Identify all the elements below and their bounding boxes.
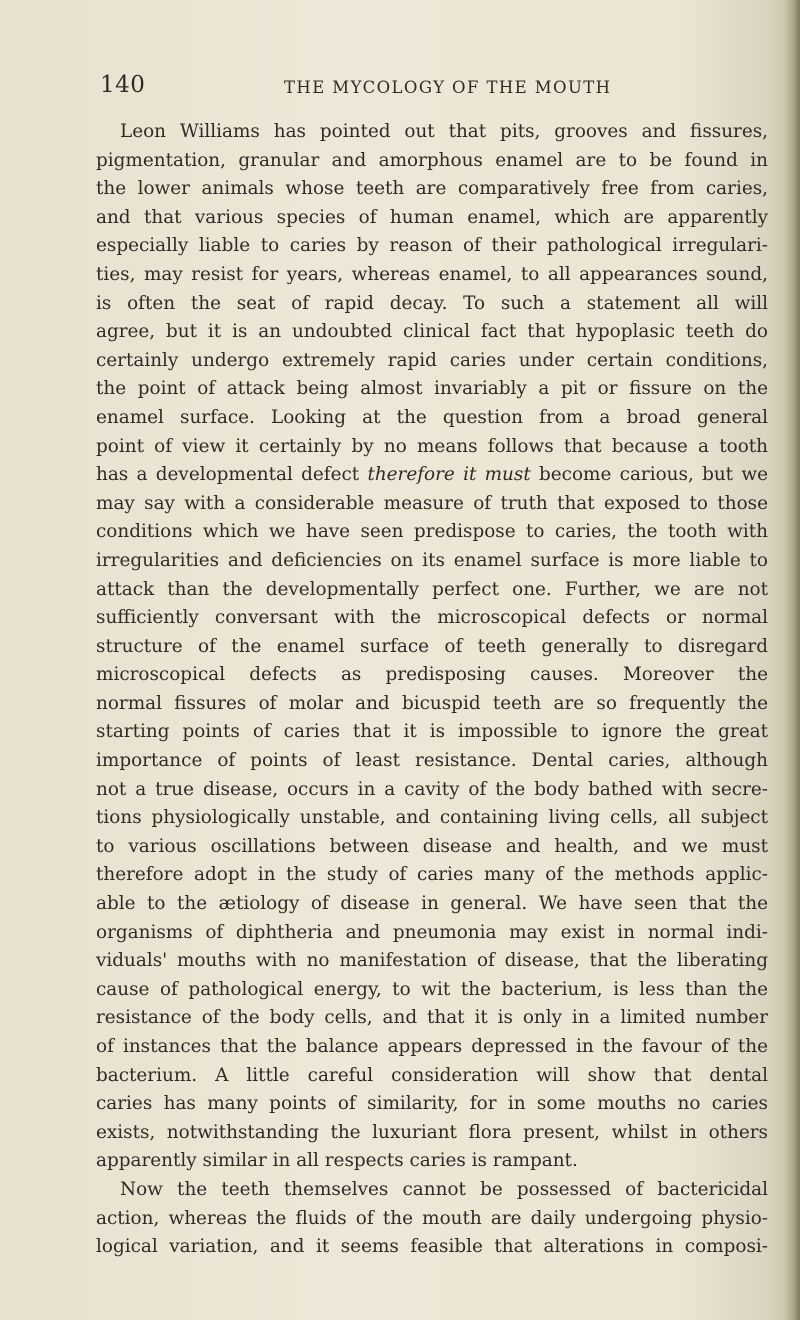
text-line: logical variation, and it seems feasible that alterations in composi- [96,1236,768,1258]
body-text [96,118,768,1262]
text-line: apparently similar in all respects caries is rampant. [96,1150,578,1172]
text-line: to various oscillations between disease and health, and we must [96,835,768,857]
text-line: cause of pathological energy, to wit the bacterium, is less than the [96,978,768,1000]
text-line: importance of points of least resistance. Dental caries, although [96,750,768,772]
text-line: conditions which we have seen predispose to caries, the tooth with [96,521,768,543]
text-line: resistance of the body cells, and that it is only in a limited number [96,1007,768,1029]
text-line: Now the teeth themselves cannot be possessed of bactericidal [120,1178,768,1200]
text-line: may say with a considerable measure of truth that exposed to those [96,492,768,514]
text-line: exists, notwithstanding the luxuriant flora present, whilst in others [96,1121,768,1143]
text-line: the lower animals whose teeth are comparatively free from caries, [96,178,768,200]
text-line: tions physiologically unstable, and containing living cells, all subject [96,807,768,829]
text-line: microscopical defects as predisposing causes. Moreover the [96,664,768,686]
text-line: action, whereas the fluids of the mouth are daily undergoing physio- [96,1207,768,1229]
text-line: structure of the enamel surface of teeth generally to disregard [96,635,768,657]
text-line: pigmentation, granular and amorphous enamel are to be found in [96,149,768,171]
text-line: the point of attack being almost invariably a pit or fissure on the [96,378,768,400]
text-line: attack than the developmentally perfect one. Further, we are not [96,578,768,600]
text-line: viduals' mouths with no manifestation of disease, that the liberating [96,950,768,972]
text-line: point of view it certainly by no means follows that because a tooth [96,435,768,457]
text-line: ties, may resist for years, whereas enamel, to all appearances sound, [96,263,768,285]
text-line: starting points of caries that it is impossible to ignore the great [96,721,768,743]
text-line: enamel surface. Looking at the question from a broad general [96,406,768,428]
text-line: and that various species of human enamel, which are apparently [96,206,768,228]
text-line: bacterium. A little careful consideration will show that dental [96,1064,768,1086]
text-line: caries has many points of similarity, for in some mouths no caries [96,1093,768,1115]
text-line: of instances that the balance appears depressed in the favour of the [96,1036,768,1057]
text-line: certainly undergo extremely rapid caries under certain conditions, [96,349,768,371]
text-line: not a true disease, occurs in a cavity of the body bathed with secre- [96,778,768,800]
text-line-mixed [96,461,768,490]
text-line: is often the seat of rapid decay. To such a statement all will [96,292,768,314]
text-line: irregularities and deficiencies on its enamel surface is more liable to [96,549,768,571]
text-line: especially liable to caries by reason of their pathological irregulari- [96,235,768,257]
text-run: become carious, but we [539,464,768,486]
text-run: has a developmental defect [96,464,360,486]
page-number: 140 [100,72,146,98]
text-line: Leon Williams has pointed out that pits, grooves and fissures, [120,121,768,142]
text-line: sufficiently conversant with the microscopical defects or normal [96,607,768,629]
page-edge-shadow [784,0,800,1320]
text-line: therefore adopt in the study of caries many of the methods applic- [96,864,768,886]
text-line: organisms of diphtheria and pneumonia may exist in normal indi- [96,921,768,943]
running-head: THE MYCOLOGY OF THE MOUTH [284,78,612,97]
italic-emphasis: therefore it must [367,464,531,486]
text-line: agree, but it is an undoubted clinical fact that hypoplasic teeth do [96,321,768,343]
text-line: able to the ætiology of disease in general. We have seen that the [96,893,768,915]
text-line: normal fissures of molar and bicuspid teeth are so frequently the [96,692,768,714]
